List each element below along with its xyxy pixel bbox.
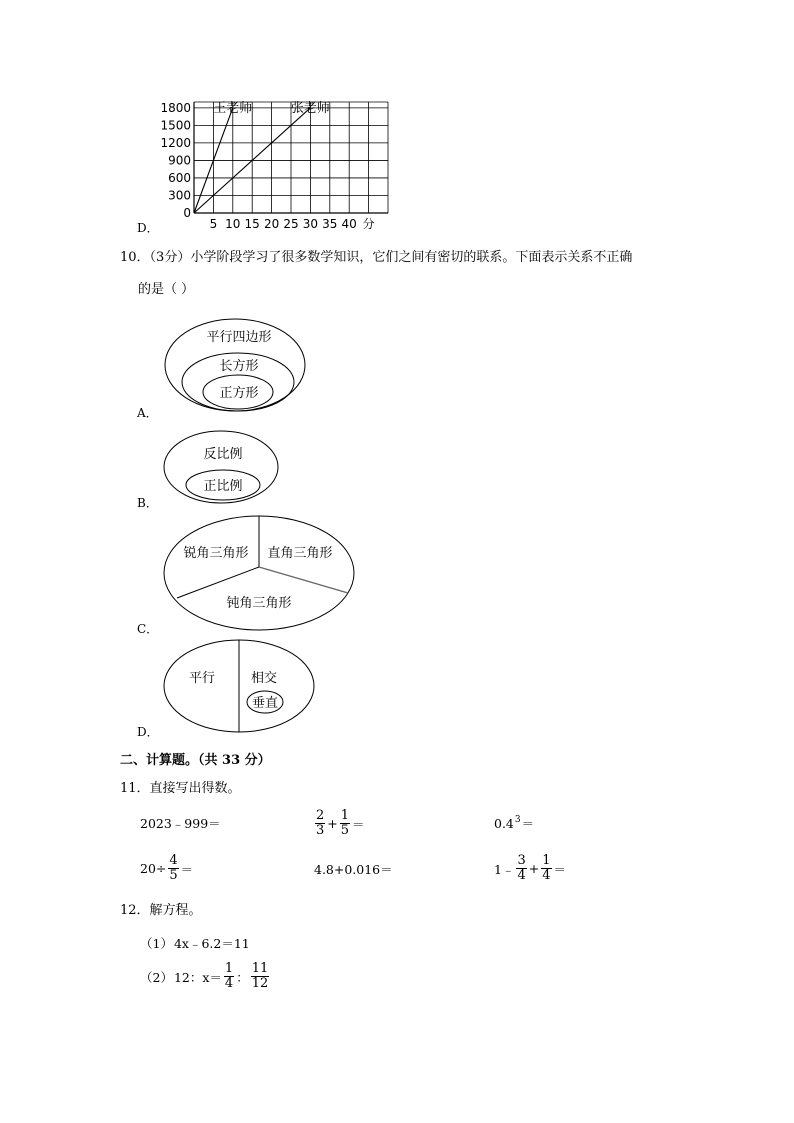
numerator: 1 xyxy=(542,853,551,868)
ratio-sign: ： xyxy=(236,969,249,985)
y-tick-label: 300 xyxy=(168,188,191,203)
prefix: 12：x＝ xyxy=(173,969,222,985)
quadrilateral-nested-venn xyxy=(160,315,312,417)
option-label-a: A． xyxy=(137,406,158,420)
label-square: 正方形 xyxy=(219,386,259,401)
equation-number: （2） xyxy=(140,969,173,985)
label-right-triangle: 直角三角形 xyxy=(267,546,333,561)
label-perpendicular: 垂直 xyxy=(251,696,279,711)
y-tick-label: 600 xyxy=(168,170,191,185)
fraction xyxy=(541,854,551,883)
question-11-title: 11．直接写出得数。 xyxy=(120,781,241,796)
denominator: 5 xyxy=(169,868,178,883)
series-label: 王老师 xyxy=(213,100,253,116)
x-tick-label: 5 xyxy=(209,217,218,231)
equals: ＝ xyxy=(553,861,567,877)
question-12-title: 12．解方程。 xyxy=(120,903,202,918)
label-intersect: 相交 xyxy=(250,671,278,686)
numerator: 11 xyxy=(251,961,269,976)
option-label-c: C． xyxy=(137,622,159,636)
y-tick-label: 1200 xyxy=(160,135,191,150)
denominator: 4 xyxy=(542,868,551,883)
expr-1-text: 2023﹣999＝ xyxy=(140,816,221,831)
exponent: 3 xyxy=(514,815,521,825)
expression-2 xyxy=(314,809,365,838)
divider-right xyxy=(259,567,348,593)
numerator: 1 xyxy=(224,961,234,976)
divider-left xyxy=(177,567,259,598)
numerator: 4 xyxy=(169,853,178,868)
numerator: 3 xyxy=(517,853,526,868)
prefix: 20÷ xyxy=(140,861,167,876)
numerator: 1 xyxy=(340,808,350,823)
label-obtuse-triangle: 钝角三角形 xyxy=(226,596,292,611)
expression-5 xyxy=(314,860,393,878)
expression-6 xyxy=(494,854,566,883)
x-tick-label: 25 xyxy=(283,217,299,231)
y-tick-label: 0 xyxy=(183,206,191,220)
y-tick-label: 900 xyxy=(168,153,191,168)
fraction xyxy=(168,854,178,883)
expression-1 xyxy=(140,814,221,832)
prefix: 1﹣ xyxy=(494,861,515,877)
option-label-b: B． xyxy=(137,496,158,510)
denominator: 3 xyxy=(316,823,325,838)
x-tick-label: 20 xyxy=(263,217,280,231)
fraction xyxy=(340,809,350,838)
label-inverse-proportion: 反比例 xyxy=(203,447,243,462)
question-10-text-line2: 的是（ ） xyxy=(138,282,195,297)
label-parallel: 平行 xyxy=(188,671,216,686)
base: 0.4 xyxy=(494,815,514,831)
question-10-text-line1: 10．（3分）小学阶段学习了很多数学知识，它们之间有密切的联系。下面表示关系不正确 xyxy=(120,250,633,265)
operator: + xyxy=(327,816,338,831)
section-2-title: 二、计算题。（共 33 分） xyxy=(120,753,271,768)
fraction xyxy=(516,854,526,883)
expression-4 xyxy=(140,854,193,883)
proportion-nested-venn xyxy=(160,427,282,507)
lines-relation-diagram xyxy=(160,637,320,737)
expr-5-text: 4.8+0.016＝ xyxy=(314,862,393,877)
operator: + xyxy=(528,861,540,876)
numerator: 2 xyxy=(316,808,325,823)
x-tick-label: 10 xyxy=(225,217,241,231)
expression-3 xyxy=(494,814,534,832)
denominator: 5 xyxy=(340,823,350,838)
fraction xyxy=(315,809,325,838)
equals: ＝ xyxy=(180,861,194,877)
triangle-partition-diagram xyxy=(160,512,358,634)
x-tick-label: 15 xyxy=(244,217,260,231)
label-rectangle: 长方形 xyxy=(219,359,259,374)
fraction xyxy=(251,962,270,991)
x-tick-label: 30 xyxy=(302,217,319,231)
option-label-d: D． xyxy=(137,725,159,739)
distance-time-line-chart xyxy=(150,95,400,235)
denominator: 4 xyxy=(224,976,234,991)
equation-2 xyxy=(140,962,270,991)
x-axis-label: 分 xyxy=(362,217,375,231)
y-tick-label: 1800 xyxy=(160,100,191,115)
denominator: 4 xyxy=(517,868,526,883)
equals: ＝ xyxy=(521,816,535,831)
x-tick-label: 35 xyxy=(322,217,338,231)
label-parallelogram: 平行四边形 xyxy=(206,330,272,345)
label-direct-proportion: 正比例 xyxy=(203,479,243,494)
x-tick-label: 40 xyxy=(341,217,357,231)
equation-1 xyxy=(140,934,250,952)
fraction xyxy=(224,962,234,991)
equation-number: （1） xyxy=(140,936,173,951)
equals: ＝ xyxy=(352,816,365,832)
label-acute-triangle: 锐角三角形 xyxy=(183,546,249,561)
y-tick-label: 1500 xyxy=(160,118,191,133)
series-label: 张老师 xyxy=(290,100,330,116)
equation-text: 4x﹣6.2＝11 xyxy=(173,936,250,951)
option-label-d: D． xyxy=(137,221,159,235)
denominator: 12 xyxy=(251,976,269,991)
